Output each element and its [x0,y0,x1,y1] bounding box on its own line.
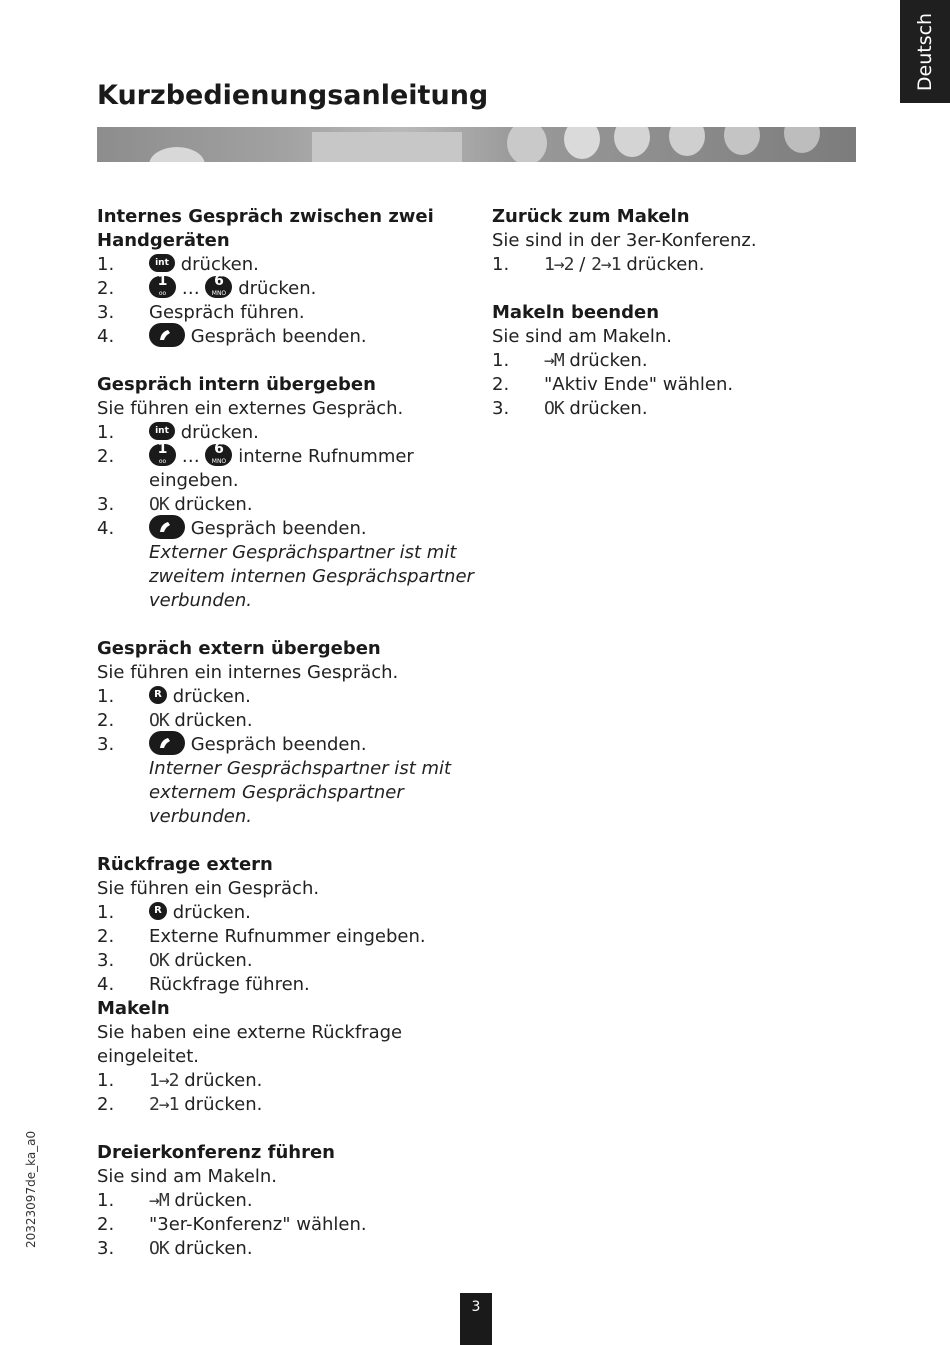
section-title: Gespräch extern übergeben [97,638,381,659]
step: 1. →M drücken. [492,350,648,371]
section-intro: Sie sind am Makeln. [492,326,672,347]
step: 3. OK drücken. [492,398,648,419]
section-title: Makeln beenden [492,302,660,323]
step: 4. Gespräch beenden. [97,325,477,349]
r-key-icon: R [149,686,167,704]
left-column [97,205,477,1285]
r-key-icon: R [149,902,167,920]
language-tab [900,0,950,103]
section-intro: Sie führen ein Gespräch. [97,878,320,899]
step: 1. R drücken. [97,686,251,707]
step: 1. int drücken. [97,422,259,443]
section-title: Dreierkonferenz führen [97,1142,335,1163]
section-intro: Sie führen ein internes Gespräch. [97,662,399,683]
section-intro: Sie haben eine externe Rückfrage eingeleitet. [97,1022,403,1067]
key-6-icon: 6 MNO [205,276,232,298]
step: 3. OK drücken. [97,494,253,515]
display-to-m: →M [149,1190,169,1211]
step: 3. OK drücken. [97,1238,253,1259]
section-intro: Sie sind am Makeln. [97,1166,277,1187]
section-external-transfer [97,637,477,829]
section-title: Rückfrage extern [97,854,273,875]
step: 2. "Aktiv Ende" wählen. [492,374,734,395]
section-intro: Sie führen ein externes Gespräch. [97,398,404,419]
section-internal-transfer [97,373,477,613]
int-key-icon: int [149,422,175,440]
step: 1. 1→2 / 2→1 drücken. [492,254,705,275]
step: 3. Gespräch beenden. [97,733,477,757]
step: 4. Rückfrage führen. [97,974,310,995]
handset-keypad-illustration [97,127,856,162]
step: 1. int drücken. [97,254,259,275]
section-back-to-brokering [492,205,852,277]
display-1-to-2: 1→2 [149,1070,179,1091]
language-tab-label: Deutsch [914,12,936,92]
display-ok: OK [149,1238,169,1259]
document-code: 20323097de_ka_a0 [24,1130,38,1248]
end-call-icon [149,515,185,539]
section-internal-call [97,205,477,349]
handset-keypad-banner-image [97,127,856,162]
section-note: Interner Gesprächspartner ist mit externem Gesprächspartner verbunden. [149,758,452,827]
section-conference [97,1141,477,1261]
display-2-to-1: 2→1 [591,254,621,275]
display-ok: OK [149,710,169,731]
display-ok: OK [149,950,169,971]
section-note: Externer Gesprächspartner ist mit zweitem internen Gesprächspartner verbunden. [149,542,474,611]
end-call-icon [149,731,185,755]
key-6-icon: 6 MNO [205,444,232,466]
step: 2. OK drücken. [97,710,253,731]
display-2-to-1: 2→1 [149,1094,179,1115]
right-column [492,205,852,445]
step: 3. Gespräch führen. [97,302,305,323]
step: 4. Gespräch beenden. [97,517,477,541]
step: 2. 1 oo … 6 MNO interne Rufnummer eingeben. [97,441,414,491]
step: 2. "3er-Konferenz" wählen. [97,1214,367,1235]
section-intro: Sie sind in der 3er-Konferenz. [492,230,757,251]
step: 1. R drücken. [97,902,251,923]
section-title: Makeln [97,998,170,1019]
display-1-to-2: 1→2 [544,254,574,275]
step: 2. Externe Rufnummer eingeben. [97,926,426,947]
display-ok: OK [544,398,564,419]
page-title: Kurzbedienungsanleitung [97,80,489,111]
key-1-icon: 1 oo [149,444,176,466]
section-end-brokering [492,301,852,421]
section-title: Zurück zum Makeln [492,206,690,227]
step: 3. OK drücken. [97,950,253,971]
page-number: 3 [460,1293,492,1345]
key-1-icon: 1 oo [149,276,176,298]
section-consultation [97,853,477,997]
section-brokering [97,997,477,1117]
section-title: Internes Gespräch zwischen zwei Handgeräten [97,206,434,251]
section-title: Gespräch intern übergeben [97,374,376,395]
end-call-icon [149,323,185,347]
display-ok: OK [149,494,169,515]
step: 1. 1→2 drücken. [97,1070,263,1091]
step: 2. 1 oo … 6 MNO drücken. [97,273,317,299]
step: 2. 2→1 drücken. [97,1094,263,1115]
step: 1. →M drücken. [97,1190,253,1211]
int-key-icon: int [149,254,175,272]
display-to-m: →M [544,350,564,371]
